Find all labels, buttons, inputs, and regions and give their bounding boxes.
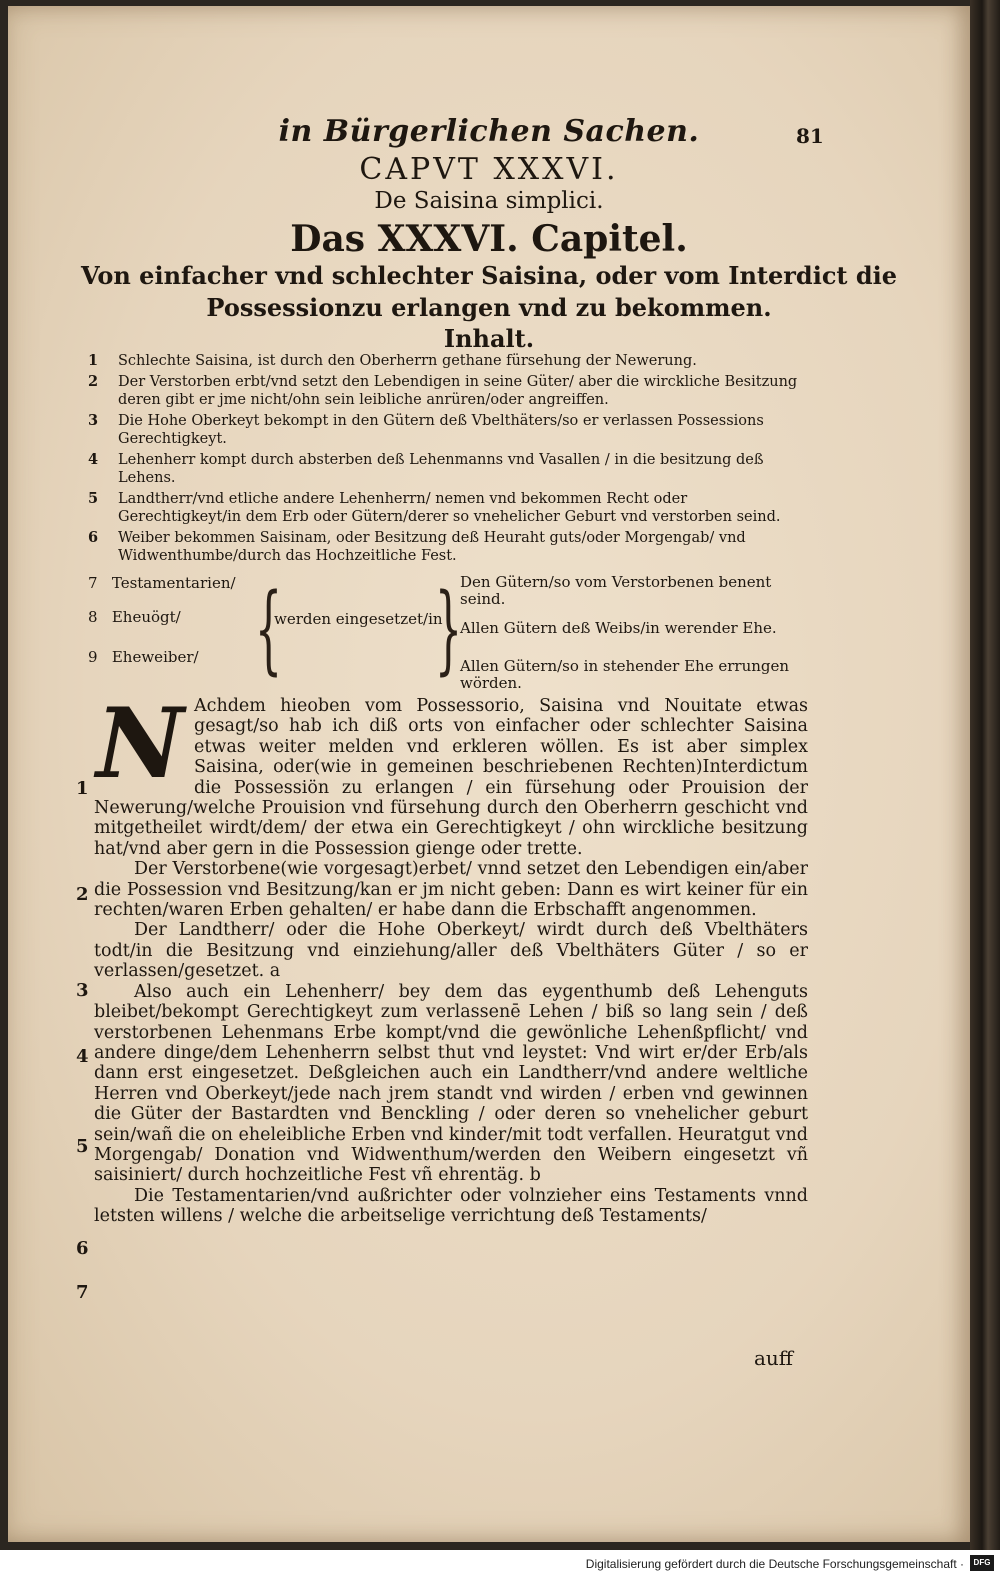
catchword: auff [754, 1346, 794, 1370]
contents-item [88, 352, 808, 370]
right-brace: } [434, 573, 463, 685]
left-brace: { [254, 573, 283, 685]
contents-item-number: 2 [88, 373, 99, 390]
bracket-item-number: 7 [88, 574, 98, 592]
paragraph-4: Also auch ein Lehenherr/ bey dem das eygenthumb deß Lehenguts bleibet/bekompt Gerechtigkeyt zum verlassenē Lehen / biß so lang sein / deß verstorbenen Lehenmans Erbe kompt/vnd die gewönliche Lehenßpflicht/ vnd andere dinge/dem Lehenherrn selbst thut vnd leystet: Vnd wirt er/der Erb/als dann erst eingesetzet. Deßgleichen auch ein Landtherr/vnd andere weltliche Herren vnd Oberkeyt/jede nach jrem standt vnd wirden / erben vnd gewinnen die Güter der Bastardten vnd Benckling / oder deren so vnehelicher geburt sein/wañ die on eheleibliche Erben vnd kinder/mit todt verfallen. Heuratgut vnd Morgengab/ Donation vnd Widwenthum/werden den Weibern eingesetzt vñ saisiniert/ durch hochzeitliche Fest vñ ehrentäg. b [94, 981, 808, 1186]
chapter-title: Das XXXVI. Capitel. [290, 218, 688, 260]
contents-item [88, 529, 808, 565]
bracket-table [88, 574, 818, 694]
body-text [94, 687, 808, 1227]
caput-title: CAPVT XXXVI. [359, 152, 619, 187]
contents-item [88, 373, 808, 409]
decorated-initial: N [96, 687, 184, 800]
contents-item-text: Lehenherr kompt durch absterben deß Lehenmanns vnd Vasallen / in die besitzung deß Lehens. [118, 452, 764, 486]
contents-heading: Inhalt. [443, 324, 535, 353]
bracket-right-item: Allen Gütern deß Weibs/in werender Ehe. [460, 619, 777, 637]
margin-number: 6 [76, 1238, 89, 1259]
margin-number: 1 [76, 778, 89, 799]
paragraph-2: Der Verstorbene(wie vorgesagt)erbet/ vnnd setzet den Lebendigen ein/aber die Possession vnd Besitzung/kan er jm nicht geben: Dann es wirt keiner für ein rechten/waren Erben gehalten/ er habe dann die Erbschafft angenommen. [94, 859, 808, 921]
paragraph-3: Der Landtherr/ oder die Hohe Oberkeyt/ wirdt durch deß Vbelthäters todt/in die Besitzung vnd einziehung/aller deß Vbelthäters Güter / so er verlassen/gesetzet. a [94, 920, 808, 982]
margin-number: 3 [76, 980, 89, 1001]
contents-item-number: 6 [88, 529, 99, 546]
footer-credit: Digitalisierung gefördert durch die Deutsche Forschungsgemeinschaft · [585, 1557, 964, 1571]
contents-item-text: Landtherr/vnd etliche andere Lehenherrn/ nemen vnd bekommen Recht oder Gerechtigkeyt/in dem Erb oder Gütern/derer so vnehelicher Geburt vnd verstorben seind. [118, 491, 781, 525]
bracket-middle-text: werden eingesetzet/in [274, 610, 443, 628]
paragraph-5: Die Testamentarien/vnd außrichter oder volnzieher eins Testaments vnnd letsten willens / welche die arbeitselige verrichtung deß Testaments/ [94, 1185, 808, 1227]
bracket-right-item: Allen Gütern/so in stehender Ehe errungen wörden. [460, 657, 790, 692]
bracket-item-text: Eheuögt/ [111, 608, 181, 626]
margin-number: 5 [76, 1136, 89, 1157]
contents-item [88, 451, 808, 487]
chapter-heading-line-2: Possessionzu erlangen vnd zu bekommen. [206, 293, 772, 322]
contents-item-text: Weiber bekommen Saisinam, oder Besitzung deß Heuraht guts/oder Morgengab/ vnd Widwenthumbe/durch das Hochzeitliche Fest. [118, 530, 746, 564]
paragraph-1: Achdem hieoben vom Possessorio, Saisina vnd Nouitate etwas gesagt/so hab ich diß orts von einfacher oder schlechter Saisina etwas weiter melden vnd erkleren wöllen. Es ist aber simplex Saisina, oder(wie in gemeinen beschriebenen Rechten)Interdictum die Possessiön zu erlangen / ein fürsehung oder Prouision der Newerung/welche Prouision vnd fürsehung durch den Oberherrn geschicht vnd mitgetheilet wirdt/dem/ der etwa ein Gerechtigkeyt / ohn wirckliche besitzung hat/vnd aber gern in die Possession gienge oder trette. [94, 696, 808, 859]
book-edge [970, 0, 1000, 1550]
contents-list [88, 352, 808, 568]
dfg-logo-icon: DFG [970, 1555, 994, 1571]
contents-item [88, 490, 808, 526]
bracket-left-item [88, 574, 236, 592]
contents-item-number: 3 [88, 412, 99, 429]
margin-number: 7 [76, 1282, 89, 1303]
page-number: 81 [796, 124, 824, 148]
bracket-item-text: Testamentarien/ [111, 574, 236, 592]
contents-item-text: Schlechte Saisina, ist durch den Oberherrn gethane fürsehung der Newerung. [118, 353, 697, 369]
footer-bar [0, 1550, 1000, 1579]
bracket-item-number: 9 [88, 648, 98, 666]
contents-item-number: 1 [88, 352, 99, 369]
contents-item-text: Die Hohe Oberkeyt bekompt in den Gütern deß Vbelthäters/so er verlassen Possessions Gerechtigkeyt. [118, 413, 764, 447]
latin-subtitle: De Saisina simplici. [374, 188, 604, 214]
bracket-item-text: Eheweiber/ [111, 648, 199, 666]
chapter-heading [8, 260, 970, 324]
bracket-left-item [88, 648, 199, 666]
book-page [8, 6, 970, 1542]
bracket-left-item [88, 608, 181, 626]
chapter-heading-line-1: Von einfacher vnd schlechter Saisina, oder vom Interdict die [80, 261, 898, 290]
contents-item-number: 4 [88, 451, 99, 468]
contents-item [88, 412, 808, 448]
running-head: in Bürgerlichen Sachen. [278, 114, 700, 149]
contents-item-text: Der Verstorben erbt/vnd setzt den Lebendigen in seine Güter/ aber die wirckliche Besitzung deren gibt er jme nicht/ohn sein leibliche anrüren/oder angreiffen. [118, 374, 798, 408]
bracket-item-number: 8 [88, 608, 98, 626]
bracket-right-item: Den Gütern/so vom Verstorbenen benent seind. [460, 573, 772, 608]
margin-number: 4 [76, 1046, 89, 1067]
margin-number: 2 [76, 884, 89, 905]
contents-item-number: 5 [88, 490, 99, 507]
